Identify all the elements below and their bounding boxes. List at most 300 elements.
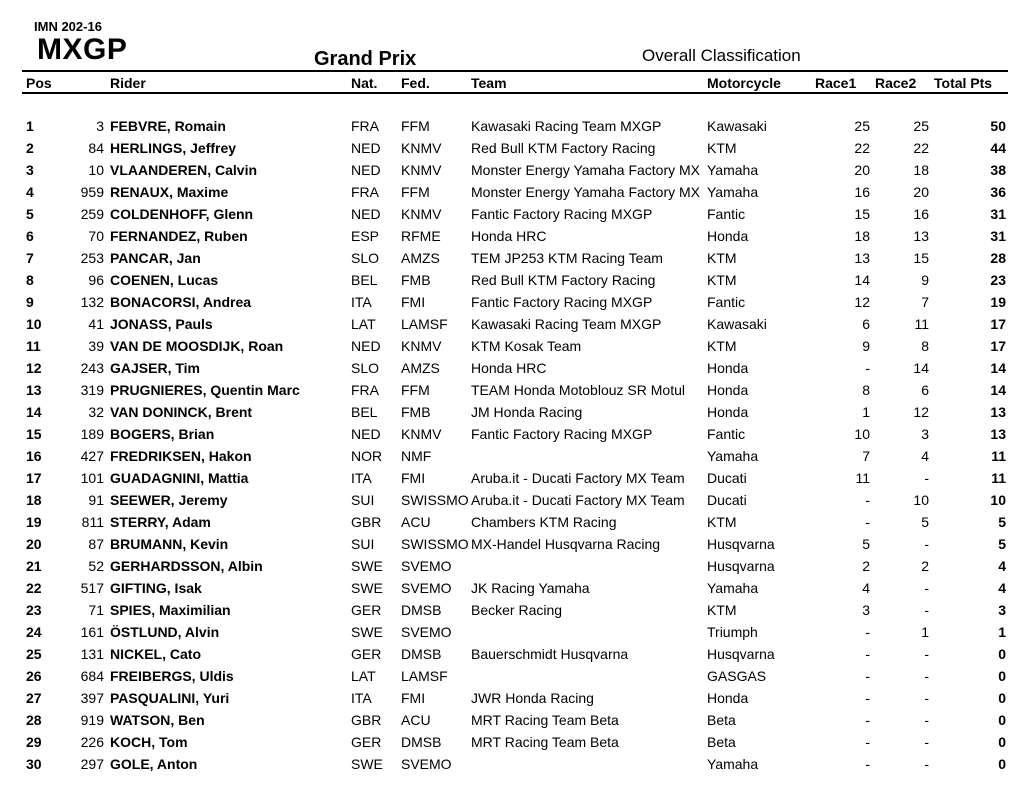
federation-cell: SWISSMO <box>401 492 469 508</box>
motorcycle-cell: Husqvarna <box>707 646 775 662</box>
table-row <box>0 226 1023 248</box>
team-cell: MRT Racing Team Beta <box>471 712 619 728</box>
team-cell: Monster Energy Yamaha Factory MX <box>471 162 701 178</box>
pos-cell: 22 <box>26 580 42 596</box>
motorcycle-cell: Yamaha <box>707 184 759 200</box>
motorcycle-cell: GASGAS <box>707 668 767 684</box>
rider-name-cell: GIFTING, Isak <box>110 580 202 596</box>
federation-cell: KNMV <box>401 140 442 156</box>
team-cell: Fantic Factory Racing MXGP <box>471 294 653 310</box>
race2-points-cell: 10 <box>913 492 929 508</box>
total-points-cell: 11 <box>991 448 1006 464</box>
race2-points-cell: - <box>924 668 929 684</box>
nationality-cell: SUI <box>351 492 375 508</box>
table-row <box>0 182 1023 204</box>
rider-name-cell: ÖSTLUND, Alvin <box>110 624 220 640</box>
rider-name-cell: NICKEL, Cato <box>110 646 201 662</box>
federation-cell: FMI <box>401 294 426 310</box>
rider-name-cell: COENEN, Lucas <box>110 272 219 288</box>
total-points-cell: 0 <box>998 668 1006 684</box>
motorcycle-cell: Honda <box>707 382 749 398</box>
race2-points-cell: 12 <box>913 404 929 420</box>
race2-points-cell: 16 <box>913 206 929 222</box>
pos-cell: 9 <box>26 294 34 310</box>
pos-cell: 15 <box>26 426 42 442</box>
pos-cell: 24 <box>26 624 42 640</box>
federation-cell: KNMV <box>401 338 442 354</box>
table-row <box>0 160 1023 182</box>
race1-points-cell: 22 <box>854 140 870 156</box>
federation-cell: DMSB <box>401 646 442 662</box>
total-points-cell: 0 <box>998 712 1006 728</box>
team-cell: MRT Racing Team Beta <box>471 734 619 750</box>
rider-name-cell: FREIBERGS, Uldis <box>110 668 234 684</box>
table-row <box>0 732 1023 754</box>
rider-name-cell: PANCAR, Jan <box>110 250 201 266</box>
team-cell: Fantic Factory Racing MXGP <box>471 206 653 222</box>
rider-number-cell: 919 <box>80 712 104 728</box>
federation-cell: SWISSMO <box>401 536 469 552</box>
federation-cell: ACU <box>401 514 431 530</box>
rider-number-cell: 517 <box>80 580 104 596</box>
rider-number-cell: 319 <box>80 382 104 398</box>
federation-cell: NMF <box>401 448 432 464</box>
rider-name-cell: FEBVRE, Romain <box>110 118 226 134</box>
race1-points-cell: - <box>865 624 870 640</box>
total-points-cell: 11 <box>991 470 1006 486</box>
motorcycle-cell: KTM <box>707 514 737 530</box>
nationality-cell: ITA <box>351 470 372 486</box>
motorcycle-cell: KTM <box>707 272 737 288</box>
race1-points-cell: 9 <box>862 338 870 354</box>
motorcycle-cell: Husqvarna <box>707 558 775 574</box>
rider-number-cell: 70 <box>88 228 104 244</box>
nationality-cell: BEL <box>351 404 378 420</box>
rider-number-cell: 959 <box>80 184 104 200</box>
motorcycle-cell: Fantic <box>707 206 746 222</box>
rider-number-cell: 3 <box>96 118 104 134</box>
rider-number-cell: 52 <box>88 558 104 574</box>
rider-number-cell: 96 <box>88 272 104 288</box>
federation-cell: AMZS <box>401 360 440 376</box>
race1-points-cell: - <box>865 668 870 684</box>
rider-number-cell: 131 <box>80 646 104 662</box>
motorcycle-cell: Beta <box>707 734 736 750</box>
race2-points-cell: 22 <box>913 140 929 156</box>
nationality-cell: NED <box>351 162 381 178</box>
total-points-cell: 44 <box>990 140 1006 156</box>
team-cell: JWR Honda Racing <box>471 690 594 706</box>
federation-cell: FMB <box>401 272 431 288</box>
federation-cell: SVEMO <box>401 624 452 640</box>
rider-number-cell: 132 <box>80 294 104 310</box>
race2-points-cell: - <box>924 602 929 618</box>
race1-points-cell: 4 <box>862 580 870 596</box>
federation-cell: SVEMO <box>401 580 452 596</box>
motorcycle-cell: Yamaha <box>707 162 759 178</box>
rider-name-cell: JONASS, Pauls <box>110 316 213 332</box>
pos-cell: 6 <box>26 228 34 244</box>
race1-points-cell: - <box>865 646 870 662</box>
motorcycle-cell: Ducati <box>707 470 747 486</box>
nationality-cell: NED <box>351 338 381 354</box>
nationality-cell: SUI <box>351 536 375 552</box>
race2-points-cell: 4 <box>921 448 929 464</box>
motorcycle-cell: Fantic <box>707 294 746 310</box>
table-row <box>0 402 1023 424</box>
rider-name-cell: GAJSER, Tim <box>110 360 200 376</box>
race2-points-cell: 8 <box>921 338 929 354</box>
pos-cell: 1 <box>26 118 34 134</box>
total-points-cell: 50 <box>990 118 1006 134</box>
table-row <box>0 116 1023 138</box>
pos-cell: 17 <box>26 470 42 486</box>
race2-points-cell: - <box>924 580 929 596</box>
nationality-cell: ESP <box>351 228 380 244</box>
rider-number-cell: 297 <box>80 756 104 772</box>
table-row <box>0 314 1023 336</box>
pos-cell: 11 <box>26 338 41 354</box>
table-row <box>0 534 1023 556</box>
team-cell: KTM Kosak Team <box>471 338 582 354</box>
pos-cell: 27 <box>26 690 42 706</box>
federation-cell: LAMSF <box>401 668 448 684</box>
rider-number-cell: 39 <box>88 338 104 354</box>
nationality-cell: ITA <box>351 690 372 706</box>
motorcycle-cell: Honda <box>707 690 749 706</box>
rider-name-cell: RENAUX, Maxime <box>110 184 229 200</box>
nationality-cell: SWE <box>351 580 383 596</box>
team-cell: MX-Handel Husqvarna Racing <box>471 536 661 552</box>
pos-cell: 29 <box>26 734 42 750</box>
race1-points-cell: 15 <box>854 206 870 222</box>
team-cell: Red Bull KTM Factory Racing <box>471 140 656 156</box>
motorcycle-cell: KTM <box>707 602 737 618</box>
table-row <box>0 204 1023 226</box>
race2-points-cell: 1 <box>921 624 929 640</box>
race2-points-cell: - <box>924 470 929 486</box>
col-header-rider: Rider <box>110 75 146 91</box>
rider-name-cell: SPIES, Maximilian <box>110 602 231 618</box>
pos-cell: 10 <box>26 316 42 332</box>
total-points-cell: 4 <box>998 558 1006 574</box>
total-points-cell: 23 <box>990 272 1006 288</box>
total-points-cell: 17 <box>990 316 1006 332</box>
table-row <box>0 644 1023 666</box>
pos-cell: 16 <box>26 448 42 464</box>
pos-cell: 8 <box>26 272 34 288</box>
nationality-cell: SLO <box>351 360 380 376</box>
race2-points-cell: - <box>924 646 929 662</box>
total-points-cell: 28 <box>990 250 1006 266</box>
col-header-fed: Fed. <box>401 75 430 91</box>
pos-cell: 13 <box>26 382 42 398</box>
rider-name-cell: WATSON, Ben <box>110 712 205 728</box>
rider-number-cell: 10 <box>88 162 104 178</box>
pos-cell: 19 <box>26 514 42 530</box>
nationality-cell: FRA <box>351 382 379 398</box>
federation-cell: FFM <box>401 118 430 134</box>
table-row <box>0 468 1023 490</box>
pos-cell: 30 <box>26 756 42 772</box>
race1-points-cell: - <box>865 690 870 706</box>
race1-points-cell: 6 <box>862 316 870 332</box>
race1-points-cell: 18 <box>854 228 870 244</box>
nationality-cell: GER <box>351 646 382 662</box>
pos-cell: 25 <box>26 646 42 662</box>
table-row <box>0 358 1023 380</box>
rider-number-cell: 253 <box>80 250 104 266</box>
motorcycle-cell: Kawasaki <box>707 316 767 332</box>
team-cell: Fantic Factory Racing MXGP <box>471 426 653 442</box>
pos-cell: 3 <box>26 162 34 178</box>
total-points-cell: 0 <box>998 756 1006 772</box>
race1-points-cell: 14 <box>854 272 870 288</box>
rider-name-cell: BRUMANN, Kevin <box>110 536 229 552</box>
table-row <box>0 600 1023 622</box>
motorcycle-cell: Ducati <box>707 492 747 508</box>
rider-name-cell: COLDENHOFF, Glenn <box>110 206 254 222</box>
rider-name-cell: FREDRIKSEN, Hakon <box>110 448 252 464</box>
motorcycle-cell: Yamaha <box>707 580 759 596</box>
nationality-cell: NOR <box>351 448 383 464</box>
team-cell: TEAM Honda Motoblouz SR Motul <box>471 382 685 398</box>
pos-cell: 26 <box>26 668 42 684</box>
motorcycle-cell: Fantic <box>707 426 746 442</box>
federation-cell: FFM <box>401 184 430 200</box>
rider-name-cell: GUADAGNINI, Mattia <box>110 470 249 486</box>
total-points-cell: 0 <box>998 690 1006 706</box>
rider-name-cell: SEEWER, Jeremy <box>110 492 228 508</box>
nationality-cell: GER <box>351 602 382 618</box>
nationality-cell: GER <box>351 734 382 750</box>
race2-points-cell: - <box>924 734 929 750</box>
motorcycle-cell: KTM <box>707 338 737 354</box>
table-row <box>0 446 1023 468</box>
motorcycle-cell: Yamaha <box>707 756 759 772</box>
nationality-cell: SLO <box>351 250 380 266</box>
pos-cell: 21 <box>26 558 42 574</box>
motorcycle-cell: KTM <box>707 250 737 266</box>
race1-points-cell: - <box>865 492 870 508</box>
team-cell: Kawasaki Racing Team MXGP <box>471 316 662 332</box>
total-points-cell: 5 <box>998 536 1006 552</box>
race1-points-cell: 11 <box>855 470 870 486</box>
pos-cell: 14 <box>26 404 42 420</box>
federation-cell: RFME <box>401 228 441 244</box>
col-header-nat: Nat. <box>351 75 378 91</box>
motorcycle-cell: Kawasaki <box>707 118 767 134</box>
classification-title: Overall Classification <box>642 46 801 65</box>
total-points-cell: 0 <box>998 734 1006 750</box>
table-row <box>0 688 1023 710</box>
nationality-cell: NED <box>351 206 381 222</box>
rider-number-cell: 243 <box>80 360 104 376</box>
race1-points-cell: 8 <box>862 382 870 398</box>
team-cell: Aruba.it - Ducati Factory MX Team <box>471 492 685 508</box>
rider-number-cell: 91 <box>88 492 104 508</box>
col-header-race2: Race2 <box>875 75 917 91</box>
total-points-cell: 1 <box>998 624 1006 640</box>
total-points-cell: 31 <box>990 228 1006 244</box>
header-rule-top <box>22 70 1008 72</box>
team-cell: JM Honda Racing <box>471 404 583 420</box>
federation-cell: ACU <box>401 712 431 728</box>
motorcycle-cell: Husqvarna <box>707 536 775 552</box>
federation-cell: LAMSF <box>401 316 448 332</box>
total-points-cell: 13 <box>990 404 1006 420</box>
total-points-cell: 36 <box>990 184 1006 200</box>
rider-number-cell: 87 <box>88 536 104 552</box>
table-row <box>0 666 1023 688</box>
table-row <box>0 556 1023 578</box>
rider-name-cell: VLAANDEREN, Calvin <box>110 162 258 178</box>
rider-number-cell: 259 <box>80 206 104 222</box>
race2-points-cell: 14 <box>913 360 929 376</box>
federation-cell: FMI <box>401 690 426 706</box>
federation-cell: KNMV <box>401 162 442 178</box>
federation-cell: SVEMO <box>401 558 452 574</box>
rider-number-cell: 71 <box>88 602 104 618</box>
pos-cell: 20 <box>26 536 42 552</box>
nationality-cell: NED <box>351 140 381 156</box>
race1-points-cell: 5 <box>862 536 870 552</box>
rider-number-cell: 41 <box>88 316 104 332</box>
nationality-cell: FRA <box>351 184 379 200</box>
table-row <box>0 578 1023 600</box>
race1-points-cell: 1 <box>862 404 870 420</box>
total-points-cell: 19 <box>990 294 1006 310</box>
table-row <box>0 512 1023 534</box>
table-row <box>0 424 1023 446</box>
team-cell: Aruba.it - Ducati Factory MX Team <box>471 470 685 486</box>
brand-title: MXGP <box>37 33 128 66</box>
race1-points-cell: 3 <box>862 602 870 618</box>
nationality-cell: ITA <box>351 294 372 310</box>
race2-points-cell: 6 <box>921 382 929 398</box>
header-rule-bottom <box>22 92 1008 94</box>
motorcycle-cell: Yamaha <box>707 448 759 464</box>
pos-cell: 23 <box>26 602 42 618</box>
nationality-cell: BEL <box>351 272 378 288</box>
federation-cell: FMB <box>401 404 431 420</box>
results-table <box>0 116 1023 776</box>
rider-number-cell: 397 <box>80 690 104 706</box>
race2-points-cell: 18 <box>913 162 929 178</box>
rider-number-cell: 684 <box>80 668 104 684</box>
team-cell: Honda HRC <box>471 228 547 244</box>
pos-cell: 5 <box>26 206 34 222</box>
motorcycle-cell: Triumph <box>707 624 758 640</box>
race2-points-cell: - <box>924 712 929 728</box>
rider-number-cell: 84 <box>88 140 104 156</box>
race2-points-cell: 13 <box>913 228 929 244</box>
race1-points-cell: - <box>865 734 870 750</box>
rider-name-cell: VAN DE MOOSDIJK, Roan <box>110 338 284 354</box>
nationality-cell: FRA <box>351 118 379 134</box>
federation-cell: DMSB <box>401 602 442 618</box>
col-header-team: Team <box>471 75 507 91</box>
race1-points-cell: 12 <box>854 294 870 310</box>
nationality-cell: SWE <box>351 624 383 640</box>
rider-name-cell: BONACORSI, Andrea <box>110 294 252 310</box>
rider-name-cell: HERLINGS, Jeffrey <box>110 140 237 156</box>
motorcycle-cell: Honda <box>707 360 749 376</box>
rider-name-cell: GERHARDSSON, Albin <box>110 558 263 574</box>
table-row <box>0 380 1023 402</box>
race1-points-cell: 25 <box>854 118 870 134</box>
nationality-cell: SWE <box>351 756 383 772</box>
table-row <box>0 336 1023 358</box>
federation-cell: KNMV <box>401 426 442 442</box>
nationality-cell: GBR <box>351 712 382 728</box>
total-points-cell: 10 <box>990 492 1006 508</box>
rider-name-cell: BOGERS, Brian <box>110 426 215 442</box>
total-points-cell: 3 <box>998 602 1006 618</box>
race1-points-cell: 7 <box>862 448 870 464</box>
rider-name-cell: PRUGNIERES, Quentin Marc <box>110 382 300 398</box>
race1-points-cell: 20 <box>854 162 870 178</box>
event-title: Grand Prix <box>314 48 417 70</box>
col-header-total: Total Pts <box>934 75 993 91</box>
total-points-cell: 4 <box>998 580 1006 596</box>
race2-points-cell: 11 <box>914 316 929 332</box>
race1-points-cell: 2 <box>862 558 870 574</box>
race2-points-cell: 9 <box>921 272 929 288</box>
table-row <box>0 248 1023 270</box>
total-points-cell: 0 <box>998 646 1006 662</box>
team-cell: Red Bull KTM Factory Racing <box>471 272 656 288</box>
team-cell: Honda HRC <box>471 360 547 376</box>
rider-number-cell: 427 <box>80 448 104 464</box>
federation-cell: KNMV <box>401 206 442 222</box>
rider-number-cell: 161 <box>80 624 104 640</box>
federation-cell: AMZS <box>401 250 440 266</box>
pos-cell: 7 <box>26 250 34 266</box>
total-points-cell: 17 <box>990 338 1006 354</box>
nationality-cell: GBR <box>351 514 382 530</box>
federation-cell: FFM <box>401 382 430 398</box>
rider-number-cell: 32 <box>88 404 104 420</box>
rider-name-cell: VAN DONINCK, Brent <box>110 404 253 420</box>
total-points-cell: 13 <box>990 426 1006 442</box>
race2-points-cell: 25 <box>913 118 929 134</box>
rider-number-cell: 189 <box>80 426 104 442</box>
rider-name-cell: PASQUALINI, Yuri <box>110 690 230 706</box>
total-points-cell: 5 <box>998 514 1006 530</box>
race2-points-cell: 15 <box>913 250 929 266</box>
total-points-cell: 38 <box>990 162 1006 178</box>
race2-points-cell: - <box>924 756 929 772</box>
team-cell: Becker Racing <box>471 602 563 618</box>
rider-number-cell: 101 <box>80 470 104 486</box>
nationality-cell: LAT <box>351 316 376 332</box>
motorcycle-cell: Honda <box>707 228 749 244</box>
team-cell: Monster Energy Yamaha Factory MX <box>471 184 701 200</box>
race1-points-cell: - <box>865 712 870 728</box>
table-row <box>0 138 1023 160</box>
nationality-cell: NED <box>351 426 381 442</box>
team-cell: TEM JP253 KTM Racing Team <box>471 250 663 266</box>
race1-points-cell: 10 <box>854 426 870 442</box>
race2-points-cell: 7 <box>921 294 929 310</box>
rider-number-cell: 811 <box>81 514 104 530</box>
team-cell: Bauerschmidt Husqvarna <box>471 646 629 662</box>
race1-points-cell: - <box>865 360 870 376</box>
race1-points-cell: 16 <box>854 184 870 200</box>
motorcycle-cell: KTM <box>707 140 737 156</box>
nationality-cell: LAT <box>351 668 376 684</box>
